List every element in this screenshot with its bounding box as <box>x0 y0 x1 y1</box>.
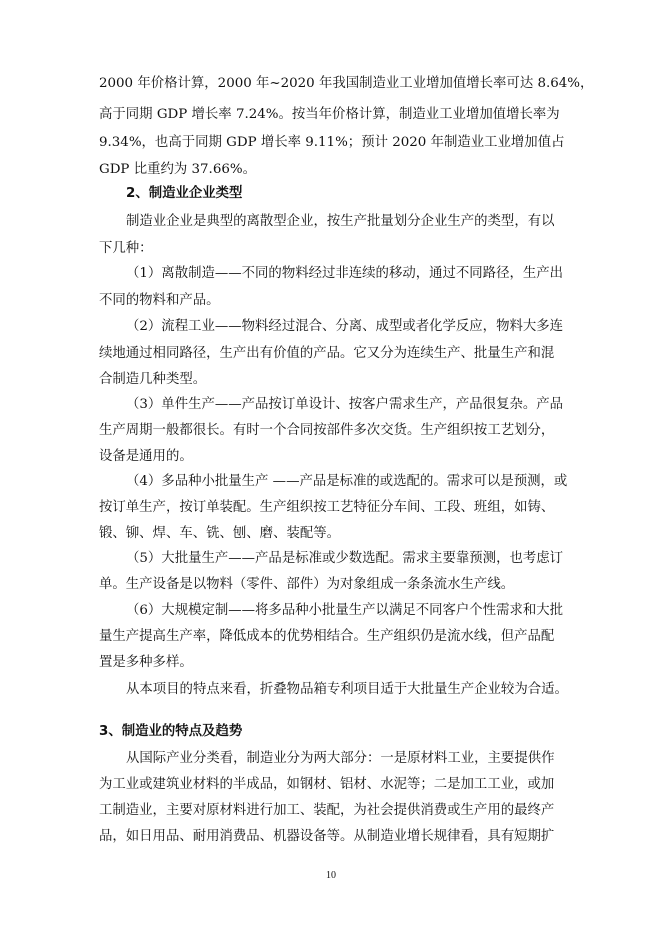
paragraph-line: 9.34%，也高于同期 GDP 增长率 9.11%；预计 2020 年制造业工业增加值占 <box>99 135 565 150</box>
list-item-6: （6）大规模定制——将多品种小批量生产以满足不同客户个性需求和大批 <box>126 603 564 618</box>
list-item-6-cont: 量生产提高生产率，降低成本的优势相结合。生产组织仍是流水线，但产品配 <box>99 629 555 644</box>
conclusion-line: 从本项目的特点来看，折叠物品箱专利项目适于大批量生产企业较为合适。 <box>126 682 568 697</box>
section-heading-3: 3、制造业的特点及趋势 <box>99 724 243 739</box>
list-item-3: （3）单件生产——产品按订单设计、按客户需求生产，产品很复杂。产品 <box>126 397 564 412</box>
list-item-3-cont: 生产周期一般都很长。有时一个合同按部件多次交货。生产组织按工艺划分， <box>99 423 555 438</box>
list-item-1: （1）离散制造——不同的物料经过非连续的移动，通过不同路径，生产出 <box>126 266 564 281</box>
list-item-3-cont: 设备是通用的。 <box>99 449 193 464</box>
list-item-2-cont: 续地通过相同路径，生产出有价值的产品。它又分为连续生产、批量生产和混 <box>99 346 555 361</box>
list-item-4: （4）多品种小批量生产 ——产品是标准的或选配的。需求可以是预测，或 <box>126 474 568 489</box>
list-item-2-cont: 合制造几种类型。 <box>99 372 207 387</box>
paragraph-line: 工制造业，主要对原材料进行加工、装配，为社会提供消费或生产用的最终产 <box>99 803 555 818</box>
list-item-5-cont: 单。生产设备是以物料（零件、部件）为对象组成一条条流水生产线。 <box>99 577 515 592</box>
paragraph-line: 为工业或建筑业材料的半成品，如钢材、铝材、水泥等；二是加工工业，或加 <box>99 777 555 792</box>
list-item-1-cont: 不同的物料和产品。 <box>99 293 220 308</box>
list-item-4-cont: 锻、铆、焊、车、铣、刨、磨、装配等。 <box>99 526 341 541</box>
paragraph-line: 制造业企业是典型的离散型企业，按生产批量划分企业生产的类型，有以 <box>126 214 555 229</box>
paragraph-line: 高于同期 GDP 增长率 7.24%。按当年价格计算，制造业工业增加值增长率为 <box>99 107 560 122</box>
paragraph-line: 品，如日用品、耐用消费品、机器设备等。从制造业增长规律看，具有短期扩 <box>99 829 555 844</box>
paragraph-line: 从国际产业分类看，制造业分为两大部分：一是原材料工业，主要提供作 <box>126 751 555 766</box>
paragraph-line: 2000 年价格计算，2000 年~2020 年我国制造业工业增加值增长率可达 8.64%， <box>99 76 594 91</box>
list-item-2: （2）流程工业——物料经过混合、分离、成型或者化学反应，物料大多连 <box>126 319 564 334</box>
page-number: 10 <box>326 870 336 881</box>
paragraph-line: 下几种： <box>99 241 153 256</box>
paragraph-line: GDP 比重约为 37.66%。 <box>99 162 256 177</box>
list-item-4-cont: 按订单生产，按订单装配。生产组织按工艺特征分车间、工段、班组，如铸、 <box>99 500 555 515</box>
section-heading-2: 2、制造业企业类型 <box>126 186 243 201</box>
list-item-5: （5）大批量生产——产品是标准或少数选配。需求主要靠预测，也考虑订 <box>126 551 564 566</box>
list-item-6-cont: 置是多种多样。 <box>99 655 193 670</box>
